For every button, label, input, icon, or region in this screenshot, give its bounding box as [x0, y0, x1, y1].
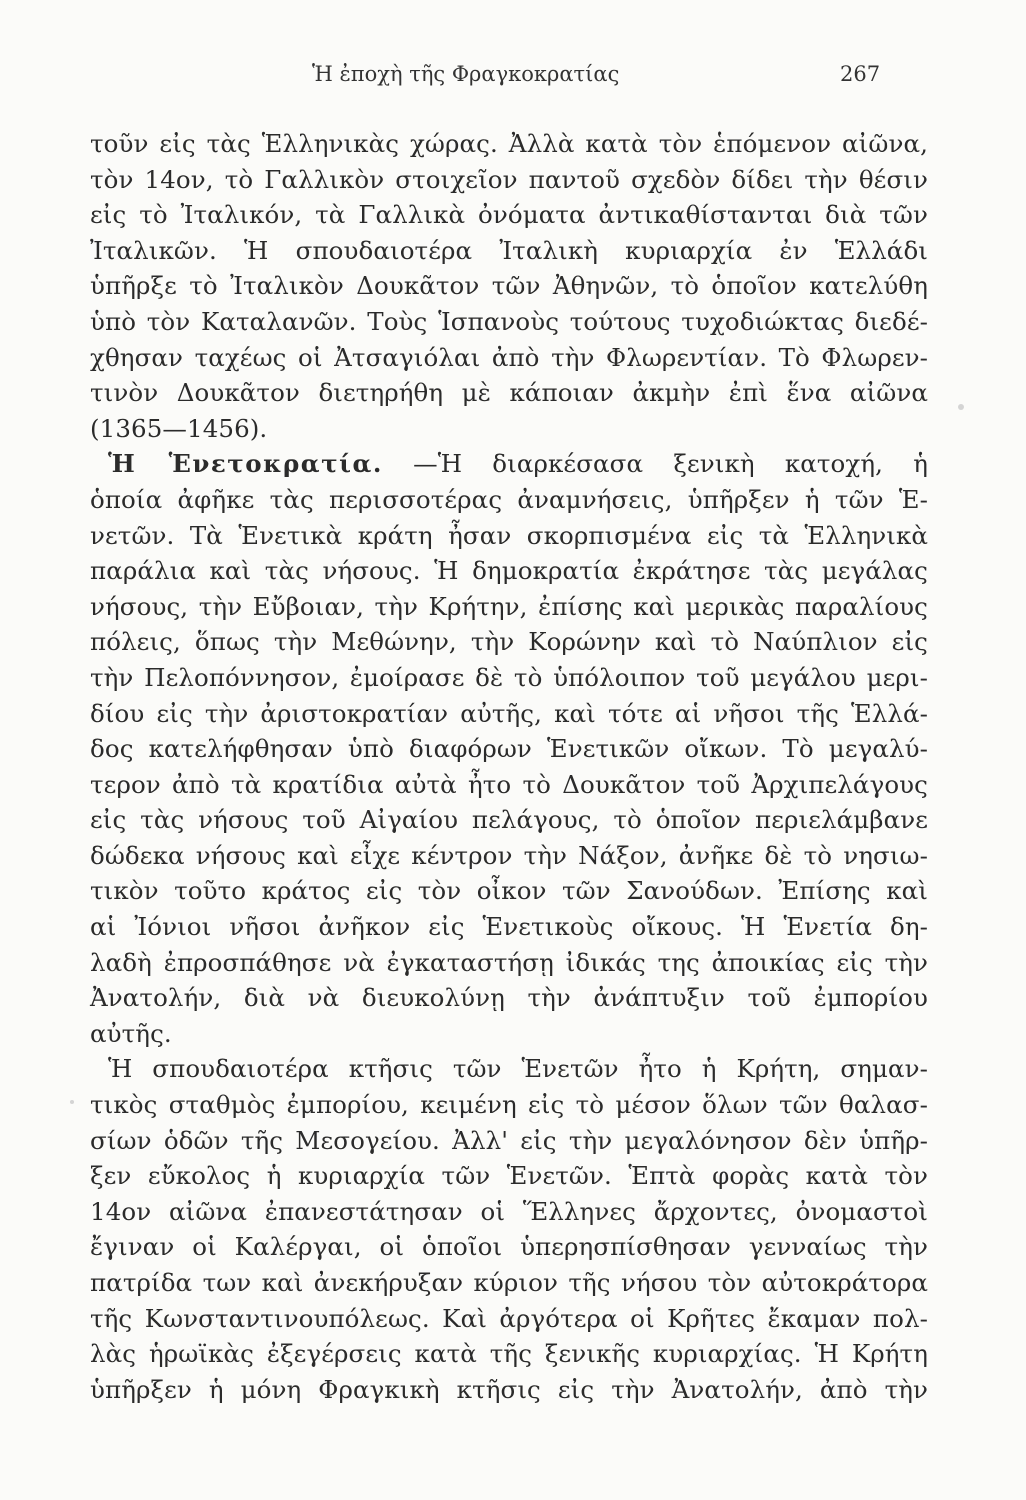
- section-heading-continuation: —Ἡ διαρκέσασα ξενικὴ κατοχή, ἡ: [413, 449, 929, 479]
- text-line: νετῶν. Τὰ Ἑνετικὰ κράτη ἦσαν σκορπισμένα εἰς τὰ Ἑλληνικὰ: [90, 520, 928, 550]
- page-number: 267: [840, 62, 881, 86]
- text-line: τὸν 14ον, τὸ Γαλλικὸν στοιχεῖον παντοῦ σχεδὸν δίδει τὴν θέσιν: [90, 164, 928, 194]
- running-title: Ἡ ἐποχὴ τῆς Φραγκοκρατίας: [312, 62, 620, 86]
- text-line: ὑπῆρξεν ἡ μόνη Φραγκικὴ κτῆσις εἰς τὴν Ἀνατολήν, ἀπὸ τὴν: [90, 1374, 928, 1404]
- text-line: τινὸν Δουκᾶτον διετηρήθη μὲ κάποιαν ἀκμὴν ἐπὶ ἕνα αἰῶνα: [90, 378, 928, 408]
- text-line: (1365—1456).: [90, 413, 268, 443]
- text-line: Ἀνατολήν, διὰ νὰ διευκολύνῃ τὴν ἀνάπτυξιν τοῦ ἐμπορίου: [90, 983, 928, 1013]
- text-line: αἱ Ἰόνιοι νῆσοι ἀνῆκον εἰς Ἑνετικοὺς οἴκους. Ἡ Ἑνετία δη-: [90, 912, 928, 942]
- section-heading: Ἡ Ἑνετοκρατία.: [108, 449, 383, 479]
- text-line: Ἡ σπουδαιοτέρα κτῆσις τῶν Ἑνετῶν ἦτο ἡ Κρήτη, σημαν-: [108, 1054, 928, 1084]
- text-line: ὑπῆρξε τὸ Ἰταλικὸν Δουκᾶτον τῶν Ἀθηνῶν, τὸ ὁποῖον κατελύθη: [90, 271, 928, 301]
- text-line: τικὸν τοῦτο κράτος εἰς τὸν οἶκον τῶν Σανούδων. Ἐπίσης καὶ: [90, 876, 928, 906]
- text-line: Ἰταλικῶν. Ἡ σπουδαιοτέρα Ἰταλικὴ κυριαρχία ἐν Ἑλλάδι: [90, 235, 928, 265]
- paper-speck: [70, 1100, 74, 1104]
- text-line: αὐτῆς.: [90, 1018, 172, 1048]
- text-line: ἔγιναν οἱ Καλέργαι, οἱ ὁποῖοι ὑπερησπίσθησαν γενναίως τὴν: [90, 1232, 928, 1262]
- text-line: δος κατελήφθησαν ὑπὸ διαφόρων Ἑνετικῶν οἴκων. Τὸ μεγαλύ-: [90, 734, 928, 764]
- text-line: δίου εἰς τὴν ἀριστοκρατίαν αὐτῆς, καὶ τότε αἱ νῆσοι τῆς Ἑλλά-: [90, 698, 928, 728]
- text-line: πατρίδα των καὶ ἀνεκήρυξαν κύριον τῆς νήσου τὸν αὐτοκράτορα: [90, 1268, 928, 1297]
- text-line: λὰς ἡρωϊκὰς ἐξεγέρσεις κατὰ τῆς ξενικῆς κυριαρχίας. Ἡ Κρήτη: [90, 1339, 928, 1369]
- text-line: νήσους, τὴν Εὔβοιαν, τὴν Κρήτην, ἐπίσης καὶ μερικὰς παραλίους: [90, 591, 928, 621]
- text-line: εἰς τὸ Ἰταλικόν, τὰ Γαλλικὰ ὀνόματα ἀντικαθίστανται διὰ τῶν: [90, 200, 928, 230]
- text-line: τοῦν εἰς τὰς Ἑλληνικὰς χώρας. Ἀλλὰ κατὰ τὸν ἑπόμενον αἰῶνα,: [90, 129, 928, 158]
- body-text: [90, 126, 928, 1407]
- text-line: ξεν εὔκολος ἡ κυριαρχία τῶν Ἑνετῶν. Ἑπτὰ φορὰς κατὰ τὸν: [90, 1161, 928, 1191]
- text-line: τὴν Πελοπόννησον, ἐμοίρασε δὲ τὸ ὑπόλοιπον τοῦ μεγάλου μερι-: [90, 662, 928, 692]
- text-line: τῆς Κωνσταντινουπόλεως. Καὶ ἀργότερα οἱ Κρῆτες ἔκαμαν πολ-: [90, 1303, 928, 1333]
- text-line: χθησαν ταχέως οἱ Ἀτσαγιόλαι ἀπὸ τὴν Φλωρεντίαν. Τὸ Φλωρεν-: [90, 342, 928, 372]
- paper-speck: [958, 404, 964, 410]
- text-line: εἰς τὰς νήσους τοῦ Αἰγαίου πελάγους, τὸ ὁποῖον περιελάμβανε: [90, 805, 928, 835]
- text-line: παράλια καὶ τὰς νήσους. Ἡ δημοκρατία ἐκράτησε τὰς μεγάλας: [90, 556, 928, 586]
- text-line: τικὸς σταθμὸς ἐμπορίου, κειμένη εἰς τὸ μέσον ὅλων τῶν θαλασ-: [90, 1090, 928, 1120]
- text-line: ὁποία ἀφῆκε τὰς περισσοτέρας ἀναμνήσεις, ὑπῆρξεν ἡ τῶν Ἑ-: [90, 484, 928, 514]
- section-heading-line: [90, 446, 928, 482]
- page-header: [0, 62, 1026, 96]
- text-line: πόλεις, ὅπως τὴν Μεθώνην, τὴν Κορώνην καὶ τὸ Ναύπλιον εἰς: [90, 627, 928, 657]
- text-line: λαδὴ ἐπροσπάθησε νὰ ἐγκαταστήσῃ ἰδικάς της ἀποικίας εἰς τὴν: [90, 947, 928, 977]
- text-line: δώδεκα νήσους καὶ εἶχε κέντρον τὴν Νάξον, ἀνῆκε δὲ τὸ νησιω-: [90, 840, 928, 870]
- text-line: ὑπὸ τὸν Καταλανῶν. Τοὺς Ἱσπανοὺς τούτους τυχοδιώκτας διεδέ-: [90, 306, 928, 336]
- text-line: τερον ἀπὸ τὰ κρατίδια αὐτὰ ἦτο τὸ Δουκᾶτον τοῦ Ἀρχιπελάγους: [90, 769, 928, 799]
- text-line: 14ον αἰῶνα ἐπανεστάτησαν οἱ Ἕλληνες ἄρχοντες, ὀνομαστοὶ: [90, 1196, 928, 1226]
- text-line: σίων ὁδῶν τῆς Μεσογείου. Ἀλλ' εἰς τὴν μεγαλόνησον δὲν ὑπῆρ-: [90, 1125, 928, 1155]
